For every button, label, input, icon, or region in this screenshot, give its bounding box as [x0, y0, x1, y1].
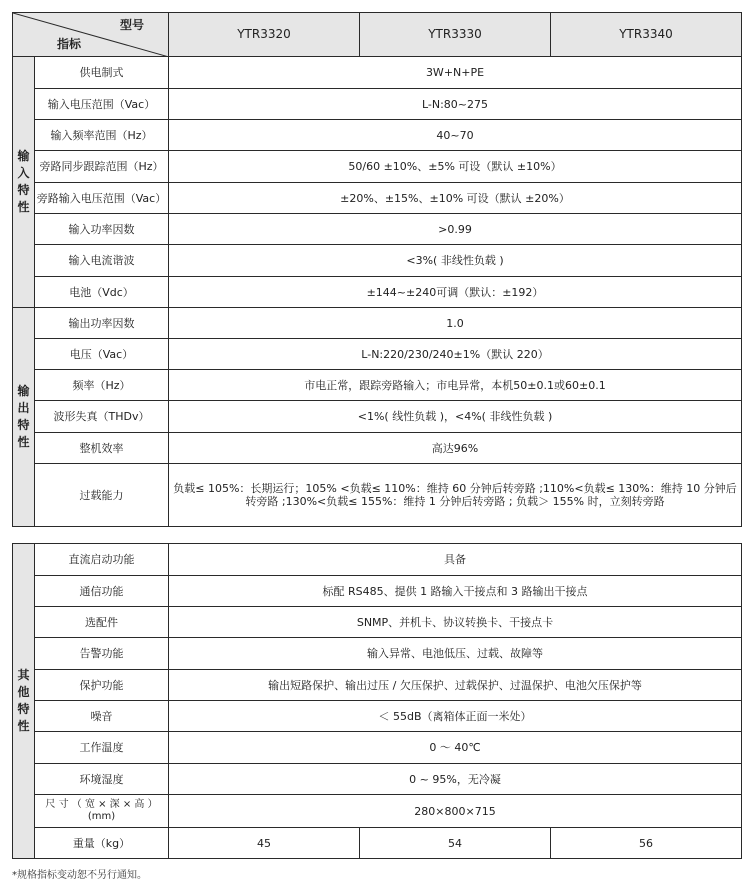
spec-label: 直流启动功能 — [35, 544, 169, 576]
spec-value: 输入异常、电池低压、过载、故障等 — [169, 638, 742, 670]
spec-label: 电压（Vac） — [35, 339, 169, 370]
spec-label: 尺 寸 （ 宽 × 深 × 高 ）(mm) — [35, 795, 169, 828]
spec-label: 旁路同步跟踪范围（Hz） — [35, 151, 169, 183]
spec-value: 0 ~ 95%，无冷凝 — [169, 764, 742, 795]
spec-label: 告警功能 — [35, 638, 169, 670]
spec-row — [13, 701, 742, 732]
spec-row — [13, 370, 742, 401]
spec-row — [13, 607, 742, 638]
spec-value: 0 ～ 40℃ — [169, 732, 742, 764]
spec-label: 工作温度 — [35, 732, 169, 764]
category-other: 其他特性 — [13, 544, 35, 859]
header-corner-cell — [13, 13, 169, 57]
spec-value: ±144~±240可调（默认：±192） — [169, 277, 742, 308]
model-name: YTR3340 — [551, 13, 742, 57]
spec-row — [13, 57, 742, 89]
spec-row — [13, 732, 742, 764]
spec-value: 280×800×715 — [169, 795, 742, 828]
spec-row — [13, 764, 742, 795]
spec-label: 输出功率因数 — [35, 308, 169, 339]
category-input: 输入特性 — [13, 57, 35, 308]
spec-label: 输入电流谐波 — [35, 245, 169, 277]
category-output: 输出特性 — [13, 308, 35, 527]
spec-row — [13, 401, 742, 433]
model-name: YTR3330 — [360, 13, 551, 57]
spec-row — [13, 151, 742, 183]
spec-value: <1%( 线性负载 )，<4%( 非线性负载 ) — [169, 401, 742, 433]
spec-label: 保护功能 — [35, 670, 169, 701]
spec-label: 过载能力 — [35, 464, 169, 527]
spec-row — [13, 433, 742, 464]
spec-row — [13, 670, 742, 701]
spec-label: 环境湿度 — [35, 764, 169, 795]
spec-row — [13, 638, 742, 670]
spec-row — [13, 214, 742, 245]
spec-value: 40~70 — [169, 120, 742, 151]
spec-value: 1.0 — [169, 308, 742, 339]
spec-label: 频率（Hz） — [35, 370, 169, 401]
spec-label: 输入电压范围（Vac） — [35, 89, 169, 120]
spec-row — [13, 245, 742, 277]
spec-label: 整机效率 — [35, 433, 169, 464]
model-name: YTR3320 — [169, 13, 360, 57]
spec-label: 噪音 — [35, 701, 169, 732]
spec-row — [13, 183, 742, 214]
spec-value: 50/60 ±10%、±5% 可设（默认 ±10%） — [169, 151, 742, 183]
spec-row — [13, 120, 742, 151]
spec-table-upper — [12, 12, 742, 527]
spec-row — [13, 464, 742, 527]
spec-label: 电池（Vdc） — [35, 277, 169, 308]
footnote: *规格指标变动恕不另行通知。 — [12, 870, 147, 881]
spec-value: <3%( 非线性负载 ) — [169, 245, 742, 277]
spec-label: 重量（kg） — [35, 828, 169, 859]
spec-label: 供电制式 — [35, 57, 169, 89]
spec-value: 标配 RS485、提供 1 路输入干接点和 3 路输出干接点 — [169, 576, 742, 607]
spec-value: L-N:220/230/240±1%（默认 220） — [169, 339, 742, 370]
spec-label: 旁路输入电压范围（Vac） — [35, 183, 169, 214]
spec-value: ＜ 55dB（离箱体正面一米处） — [169, 701, 742, 732]
spec-value: 具备 — [169, 544, 742, 576]
weight-value: 45 — [169, 828, 360, 859]
spec-table-lower — [12, 543, 742, 859]
spec-label: 选配件 — [35, 607, 169, 638]
model-header-label: 型号 — [119, 18, 144, 32]
spec-label: 输入功率因数 — [35, 214, 169, 245]
spec-row — [13, 277, 742, 308]
weight-value: 54 — [360, 828, 551, 859]
spec-label: 波形失真（THDv） — [35, 401, 169, 433]
spec-value: L-N:80~275 — [169, 89, 742, 120]
indicator-header-label: 指标 — [57, 37, 82, 51]
spec-value: 高达96% — [169, 433, 742, 464]
spec-label: 通信功能 — [35, 576, 169, 607]
spec-row — [13, 576, 742, 607]
spec-value: 3W+N+PE — [169, 57, 742, 89]
spec-row — [13, 795, 742, 828]
spec-value: 市电正常，跟踪旁路输入；市电异常，本机50±0.1或60±0.1 — [169, 370, 742, 401]
spec-value: 输出短路保护、输出过压 / 欠压保护、过载保护、过温保护、电池欠压保护等 — [169, 670, 742, 701]
diagonal-line-icon — [13, 13, 169, 57]
spec-value: 负载≤ 105%：长期运行；105% <负载≤ 110%：维持 60 分钟后转旁路 ;110%<负载≤ 130%：维持 10 分钟后转旁路 ;130%<负载≤ 155%：维持 1 分钟后转旁路 ; 负载＞ 155% 时，立刻转旁路 — [169, 464, 742, 527]
spec-label: 输入频率范围（Hz） — [35, 120, 169, 151]
weight-value: 56 — [551, 828, 742, 859]
spec-row — [13, 339, 742, 370]
spec-value: SNMP、并机卡、协议转换卡、干接点卡 — [169, 607, 742, 638]
header-row — [13, 13, 742, 57]
weight-row — [13, 828, 742, 859]
spec-row — [13, 308, 742, 339]
spec-value: >0.99 — [169, 214, 742, 245]
spec-value: ±20%、±15%、±10% 可设（默认 ±20%） — [169, 183, 742, 214]
spec-row — [13, 89, 742, 120]
spec-row — [13, 544, 742, 576]
